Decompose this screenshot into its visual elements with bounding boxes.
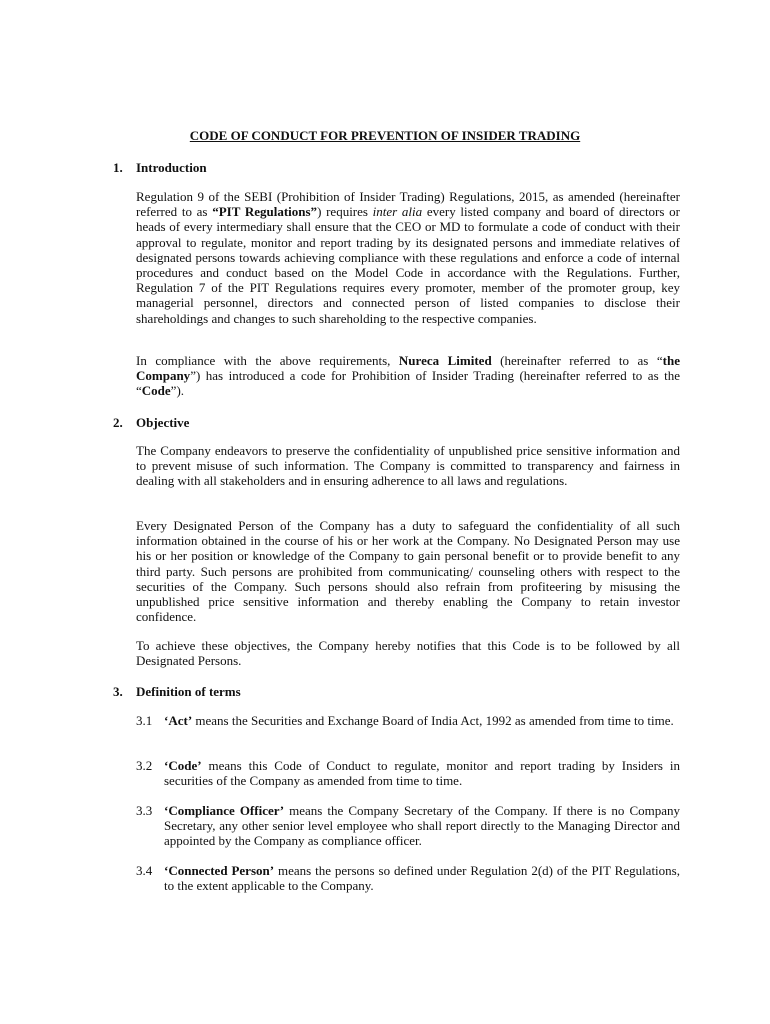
section-title: Introduction: [136, 160, 207, 175]
introduction-paragraph-1: [136, 189, 680, 326]
definition-text: [164, 803, 680, 849]
definition-text: [164, 713, 680, 728]
text-run-bold: “PIT Regulations”: [212, 204, 318, 220]
text-run: ”).: [170, 383, 185, 399]
text-run: ) requires: [317, 204, 373, 220]
definition-term: ‘Code’: [164, 758, 202, 773]
definition-item: [136, 758, 680, 788]
objective-paragraph-2: Every Designated Person of the Company has a duty to safeguard the confidentiality of all such information obtained in the course of his or her work at the Company. No Designated Person may use his or her position or knowledge of the Company to gain personal benefit or to provide benefit to any third party. Such persons are prohibited from communicating/ counseling others with respect to the securities of the Company. Such persons should also refrain from profiteering by misusing the unpublished price sensitive information and thereby enabling the Company to retain investor confidence.: [136, 518, 680, 625]
definition-term: ‘Connected Person’: [164, 863, 275, 878]
definition-term: ‘Act’: [164, 713, 193, 728]
definition-item: [136, 713, 680, 728]
section-heading-introduction: [113, 160, 207, 175]
text-run-bold: the Company: [136, 353, 680, 384]
objective-paragraph-3: To achieve these objectives, the Company hereby notifies that this Code is to be followed by all Designated Persons.: [136, 638, 680, 669]
section-number: 2.: [113, 415, 123, 430]
section-number: 3.: [113, 684, 123, 699]
definition-item: [136, 803, 680, 849]
text-run: ”) has introduced a code for Prohibition of Insider Trading (hereinafter referred to as the “: [136, 368, 680, 399]
section-heading-definitions: [113, 684, 241, 699]
text-run: In compliance with the above requirements,: [136, 353, 399, 368]
section-title: Objective: [136, 415, 190, 430]
text-run-italic: inter alia: [372, 204, 423, 220]
text-run: (hereinafter referred to as “: [491, 353, 663, 368]
definition-body: means the Securities and Exchange Board of India Act, 1992 as amended from time to time.: [192, 713, 674, 728]
section-title: Definition of terms: [136, 684, 241, 699]
text-run: every listed company and board of directors or heads of every intermediary shall ensure that the CEO or MD to formulate a code of conduct with their approval to regulate, monitor and report trading by its designated persons and immediate relatives of designated persons towards achieving compliance with these regulations and enforce a code of internal procedures and conduct based on the Model Code in accordance with the Regulations. Further, Regulation 7 of the PIT Regulations requires every promoter, member of the promoter group, key managerial personnel, directors and connected person of listed companies to disclose their shareholdings and changes to such shareholding to the respective companies.: [136, 204, 680, 326]
definition-body: means the persons so defined under Regulation 2(d) of the PIT Regulations, to the extent applicable to the Company.: [164, 863, 680, 894]
introduction-paragraph-2: [136, 353, 680, 399]
text-run: Regulation 9 of the SEBI (Prohibition of Insider Trading) Regulations, 2015, as amended (hereinafter referred to as: [136, 189, 680, 220]
section-number: 1.: [113, 160, 123, 175]
definition-body: means the Company Secretary of the Company. If there is no Company Secretary, any other senior level employee who shall report directly to the Managing Director and appointed by the Company as compliance officer.: [164, 803, 681, 849]
section-heading-objective: [113, 415, 189, 430]
definition-text: [164, 758, 680, 788]
definition-number: 3.2: [136, 758, 153, 773]
definition-number: 3.3: [136, 803, 153, 818]
document-title: CODE OF CONDUCT FOR PREVENTION OF INSIDER TRADING: [189, 128, 581, 143]
definition-text: [164, 863, 680, 893]
definition-term: ‘Compliance Officer’: [164, 803, 285, 818]
definition-number: 3.1: [136, 713, 153, 728]
definition-body: means this Code of Conduct to regulate, monitor and report trading by Insiders in securities of the Company as amended from time to time.: [164, 758, 680, 789]
objective-paragraph-1: The Company endeavors to preserve the confidentiality of unpublished price sensitive information and to prevent misuse of such information. The Company is committed to transparency and fairness in dealing with all stakeholders and in ensuring adherence to all laws and regulations.: [136, 443, 680, 489]
text-run-bold: Code: [141, 383, 171, 399]
definition-item: [136, 863, 680, 893]
text-run-bold: Nureca Limited: [398, 353, 492, 368]
definition-number: 3.4: [136, 863, 153, 878]
